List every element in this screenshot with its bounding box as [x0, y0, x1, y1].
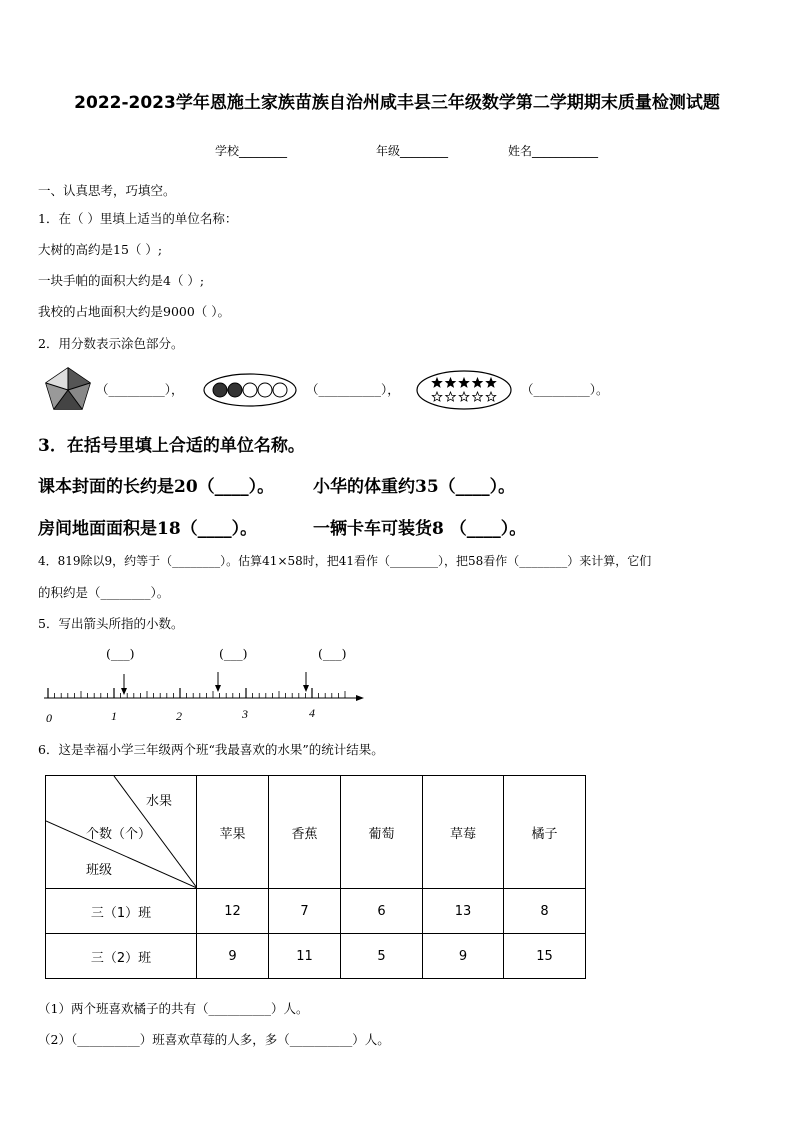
filled-star-icon	[459, 378, 469, 387]
shaded-circles-figure	[202, 372, 298, 408]
q6-prompt: 6．这是幸福小学三年级两个班“我最喜欢的水果”的统计结果。	[38, 742, 384, 757]
tick-label-1: 1	[111, 709, 117, 723]
empty-star-icon	[473, 392, 483, 401]
q3-item-a: 课本封面的长约是20（____）。	[38, 477, 275, 497]
column-header: 苹果	[197, 776, 269, 889]
table-cell: 9	[197, 934, 269, 979]
table-row	[46, 934, 586, 979]
table-header-row	[46, 776, 586, 889]
filled-star-icon	[432, 378, 442, 387]
empty-star-icon	[459, 392, 469, 401]
q2-blank-1[interactable]: （_________），	[96, 382, 184, 397]
table-cell: 11	[269, 934, 341, 979]
name-field[interactable]: 姓名___________	[508, 144, 599, 158]
school-field[interactable]: 学校________	[215, 144, 288, 158]
empty-star-icon	[446, 392, 456, 401]
q3-prompt: 3．在括号里填上合适的单位名称。	[38, 436, 305, 456]
number-line	[40, 668, 370, 730]
column-header: 草莓	[423, 776, 504, 889]
table-row	[46, 889, 586, 934]
corner-label-fruit: 水果	[146, 794, 173, 809]
q3-item-b: 小华的体重约35（____）。	[313, 477, 516, 497]
corner-label-count: 个数（个）	[86, 827, 152, 842]
corner-label-class: 班级	[86, 863, 113, 878]
q5-blank-2[interactable]: (___)	[219, 646, 248, 661]
row-label: 三（1）班	[46, 889, 197, 934]
q2-blank-3[interactable]: （_________）。	[521, 382, 609, 397]
q5-blank-3[interactable]: (___)	[318, 646, 347, 661]
filled-star-icon	[446, 378, 456, 387]
tick-label-2: 2	[176, 709, 182, 723]
q1-line-1: 大树的高约是15（ ）;	[38, 242, 163, 257]
table-cell: 15	[504, 934, 586, 979]
table-cell: 13	[423, 889, 504, 934]
table-cell: 5	[341, 934, 423, 979]
table-cell: 8	[504, 889, 586, 934]
empty-star-icon	[432, 392, 442, 401]
column-header: 葡萄	[341, 776, 423, 889]
tick-label-3: 3	[242, 707, 248, 721]
shaded-pentagon-figure	[44, 366, 92, 412]
fruit-stat-table	[45, 775, 586, 979]
section-heading: 一、认真思考，巧填空。	[38, 183, 176, 198]
q3-item-d: 一辆卡车可装货8 （____）。	[313, 519, 527, 539]
q4-line-1: 4．819除以9，约等于（________）。估算41×58时，把41看作（________），把58看作（________）来计算，它们	[38, 554, 652, 568]
column-header: 橘子	[504, 776, 586, 889]
q6-sub-2: （2）（__________）班喜欢草莓的人多，多（__________）人。	[38, 1032, 390, 1047]
grade-field[interactable]: 年级________	[376, 144, 449, 158]
q6-sub-1: （1）两个班喜欢橘子的共有（__________）人。	[38, 1001, 309, 1016]
row-label: 三（2）班	[46, 934, 197, 979]
filled-star-icon	[473, 378, 483, 387]
tick-label-0: 0	[46, 711, 52, 725]
q1-line-2: 一块手帕的面积大约是4（ ）;	[38, 273, 205, 288]
q1-line-3: 我校的占地面积大约是9000（ ）。	[38, 304, 231, 319]
filled-star-icon	[486, 378, 496, 387]
q4-line-2: 的积约是（________）。	[38, 585, 170, 600]
table-cell: 7	[269, 889, 341, 934]
table-cell: 9	[423, 934, 504, 979]
table-cell: 6	[341, 889, 423, 934]
empty-star-icon	[486, 392, 496, 401]
page-title: 2022-2023学年恩施土家族苗族自治州咸丰县三年级数学第二学期期末质量检测试题	[74, 93, 720, 113]
q2-blank-2[interactable]: （__________），	[306, 382, 400, 397]
q1-prompt: 1．在（ ）里填上适当的单位名称：	[38, 211, 238, 226]
table-corner-cell	[46, 776, 197, 889]
q2-prompt: 2．用分数表示涂色部分。	[38, 336, 184, 351]
q5-prompt: 5．写出箭头所指的小数。	[38, 616, 184, 631]
shaded-stars-figure	[415, 369, 513, 411]
q3-item-c: 房间地面面积是18（____）。	[38, 519, 258, 539]
tick-label-4: 4	[309, 706, 315, 720]
table-cell: 12	[197, 889, 269, 934]
q5-blank-1[interactable]: (___)	[106, 646, 135, 661]
column-header: 香蕉	[269, 776, 341, 889]
